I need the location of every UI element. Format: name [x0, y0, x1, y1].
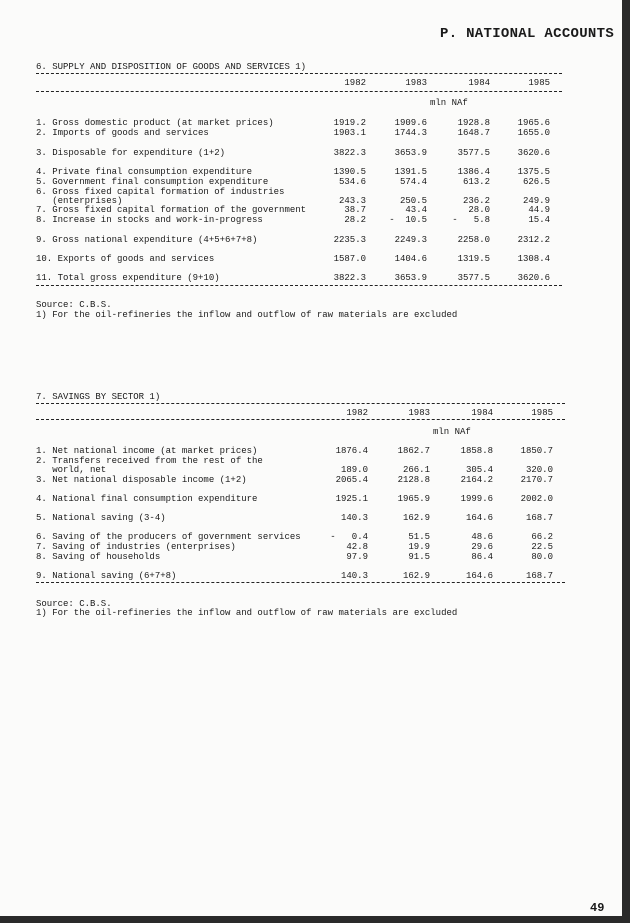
row-label: 4. Private final consumption expenditure: [36, 167, 253, 177]
cell-value: 1903.1: [333, 128, 366, 138]
unit-label: mln NAf: [430, 98, 468, 108]
dashed-divider: [36, 285, 562, 286]
cell-value: 42.8: [346, 542, 368, 552]
cell-value: 320.0: [525, 465, 553, 475]
footnote: 1) For the oil-refineries the inflow and outflow of raw materials are excluded: [36, 608, 458, 618]
cell-value: 1587.0: [333, 254, 366, 264]
cell-value: 2002.0: [520, 494, 553, 504]
cell-value: 2128.8: [397, 475, 430, 485]
cell-value: 1744.3: [394, 128, 427, 138]
cell-value: 3653.9: [394, 148, 427, 158]
cell-value: 2065.4: [335, 475, 368, 485]
row-label: 3. Disposable for expenditure (1+2): [36, 148, 226, 158]
row-label: 5. National saving (3-4): [36, 513, 166, 523]
cell-value: 15.4: [528, 215, 550, 225]
cell-value: 1928.8: [457, 118, 490, 128]
row-label: 7. Saving of industries (enterprises): [36, 542, 236, 552]
row-label: 6. Saving of the producers of government services: [36, 532, 301, 542]
cell-value: 44.9: [528, 205, 550, 215]
cell-value: 164.6: [465, 571, 493, 581]
row-label: 11. Total gross expenditure (9+10): [36, 273, 220, 283]
cell-value: 305.4: [465, 465, 493, 475]
row-label: 1. Net national income (at market prices): [36, 446, 258, 456]
cell-value: 3577.5: [457, 273, 490, 283]
cell-value: 3653.9: [394, 273, 427, 283]
cell-value: - 0.4: [330, 532, 368, 542]
cell-value: 140.3: [340, 571, 368, 581]
row-label: 4. National final consumption expenditure: [36, 494, 258, 504]
cell-value: 86.4: [471, 552, 493, 562]
column-header-year: 1983: [408, 408, 430, 418]
cell-value: 168.7: [525, 513, 553, 523]
cell-value: 3620.6: [517, 273, 550, 283]
cell-value: 1858.8: [460, 446, 493, 456]
cell-value: 1386.4: [457, 167, 490, 177]
cell-value: 574.4: [399, 177, 427, 187]
cell-value: 1308.4: [517, 254, 550, 264]
row-label: 2. Imports of goods and services: [36, 128, 209, 138]
cell-value: 1375.5: [517, 167, 550, 177]
unit-label: mln NAf: [433, 427, 471, 437]
row-label: 6. Gross fixed capital formation of industries: [36, 187, 285, 197]
dashed-divider: [36, 582, 565, 583]
cell-value: 2249.3: [394, 235, 427, 245]
cell-value: 1965.6: [517, 118, 550, 128]
column-header-year: 1983: [405, 78, 427, 88]
row-label: 8. Saving of households: [36, 552, 161, 562]
cell-value: 19.9: [408, 542, 430, 552]
row-label: 5. Government final consumption expenditure: [36, 177, 269, 187]
cell-value: 2170.7: [520, 475, 553, 485]
page-number: 49: [590, 901, 605, 915]
row-label: 3. Net national disposable income (1+2): [36, 475, 247, 485]
cell-value: 1965.9: [397, 494, 430, 504]
row-label: 1. Gross domestic product (at market prices): [36, 118, 274, 128]
cell-value: 1909.6: [394, 118, 427, 128]
cell-value: 534.6: [338, 177, 366, 187]
cell-value: 28.2: [344, 215, 366, 225]
cell-value: 48.6: [471, 532, 493, 542]
table-title: 6. SUPPLY AND DISPOSITION OF GOODS AND SERVICES 1): [36, 62, 307, 72]
cell-value: 43.4: [405, 205, 427, 215]
source-note: Source: C.B.S.: [36, 599, 112, 609]
dashed-divider: [36, 403, 565, 404]
row-label: 10. Exports of goods and services: [36, 254, 215, 264]
cell-value: 1919.2: [333, 118, 366, 128]
row-label: 9. Gross national expenditure (4+5+6+7+8): [36, 235, 258, 245]
cell-value: 91.5: [408, 552, 430, 562]
cell-value: 162.9: [402, 571, 430, 581]
cell-value: 97.9: [346, 552, 368, 562]
cell-value: 2312.2: [517, 235, 550, 245]
cell-value: 266.1: [402, 465, 430, 475]
cell-value: 1850.7: [520, 446, 553, 456]
column-header-year: 1982: [344, 78, 366, 88]
cell-value: 1862.7: [397, 446, 430, 456]
column-header-year: 1985: [531, 408, 553, 418]
column-header-year: 1985: [528, 78, 550, 88]
cell-value: 236.2: [462, 196, 490, 206]
dashed-divider: [36, 73, 562, 74]
cell-value: 1999.6: [460, 494, 493, 504]
row-label: 8. Increase in stocks and work-in-progress: [36, 215, 263, 225]
cell-value: 38.7: [344, 205, 366, 215]
cell-value: - 5.8: [452, 215, 490, 225]
cell-value: 80.0: [531, 552, 553, 562]
cell-value: 22.5: [531, 542, 553, 552]
row-label: world, net: [36, 465, 107, 475]
cell-value: 3620.6: [517, 148, 550, 158]
cell-value: 3577.5: [457, 148, 490, 158]
cell-value: 243.3: [338, 196, 366, 206]
cell-value: 249.9: [522, 196, 550, 206]
source-note: Source: C.B.S.: [36, 300, 112, 310]
section-header: P. NATIONAL ACCOUNTS: [440, 26, 615, 42]
cell-value: 1925.1: [335, 494, 368, 504]
cell-value: 613.2: [462, 177, 490, 187]
cell-value: 1655.0: [517, 128, 550, 138]
cell-value: 162.9: [402, 513, 430, 523]
cell-value: 1391.5: [394, 167, 427, 177]
cell-value: 250.5: [399, 196, 427, 206]
column-header-year: 1984: [468, 78, 490, 88]
cell-value: 3822.3: [333, 148, 366, 158]
cell-value: 626.5: [522, 177, 550, 187]
cell-value: 66.2: [531, 532, 553, 542]
cell-value: 2258.0: [457, 235, 490, 245]
cell-value: 51.5: [408, 532, 430, 542]
cell-value: 1319.5: [457, 254, 490, 264]
row-label: 9. National saving (6+7+8): [36, 571, 177, 581]
dashed-divider: [36, 419, 565, 420]
cell-value: 1876.4: [335, 446, 368, 456]
cell-value: 1390.5: [333, 167, 366, 177]
cell-value: 168.7: [525, 571, 553, 581]
column-header-year: 1982: [346, 408, 368, 418]
cell-value: - 10.5: [389, 215, 427, 225]
row-label: (enterprises): [36, 196, 123, 206]
cell-value: 28.0: [468, 205, 490, 215]
cell-value: 164.6: [465, 513, 493, 523]
cell-value: 1404.6: [394, 254, 427, 264]
footnote: 1) For the oil-refineries the inflow and outflow of raw materials are excluded: [36, 310, 458, 320]
cell-value: 3822.3: [333, 273, 366, 283]
cell-value: 2164.2: [460, 475, 493, 485]
cell-value: 189.0: [340, 465, 368, 475]
table-title: 7. SAVINGS BY SECTOR 1): [36, 392, 161, 402]
row-label: 7. Gross fixed capital formation of the government: [36, 205, 307, 215]
cell-value: 1648.7: [457, 128, 490, 138]
row-label: 2. Transfers received from the rest of the: [36, 456, 263, 466]
cell-value: 2235.3: [333, 235, 366, 245]
column-header-year: 1984: [471, 408, 493, 418]
cell-value: 140.3: [340, 513, 368, 523]
cell-value: 29.6: [471, 542, 493, 552]
dashed-divider: [36, 91, 562, 92]
